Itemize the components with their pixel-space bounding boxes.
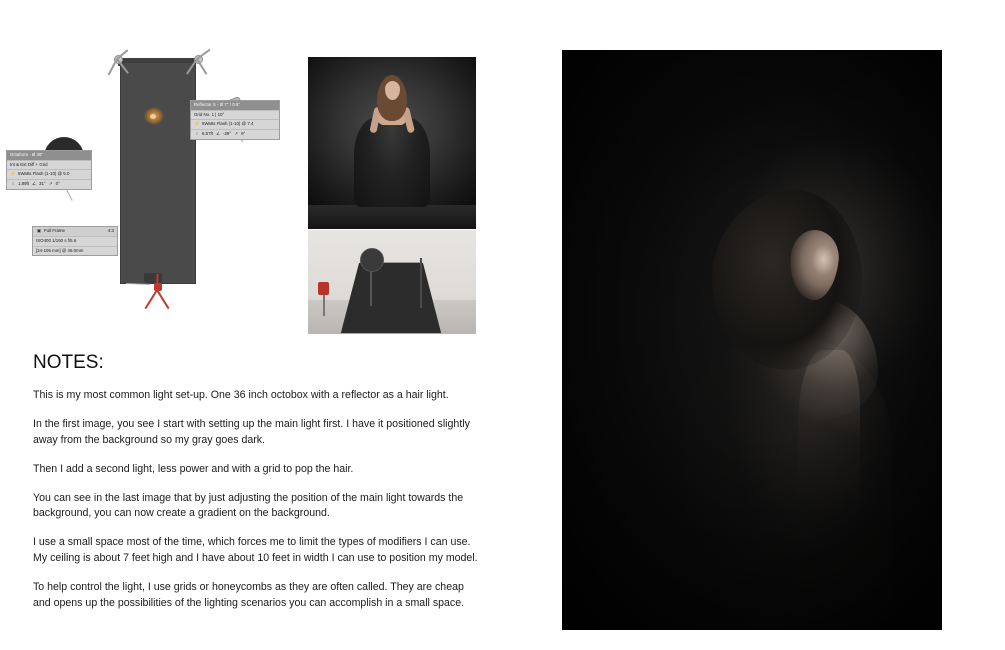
gray-backdrop [120,62,196,284]
note-paragraph: Then I add a second light, less power and with a grid to pop the hair. [33,462,354,475]
camera-lens-row [33,246,117,256]
tripod-leg-b [144,289,157,309]
camera-info-tag[interactable] [32,226,118,256]
note-paragraph: You can see in the last image that by just adjusting the position of the main light towards the background, you can now create a gradient on the background. [33,491,464,520]
reflector-tag-title: Reflector S - Ø 7" / 0.5" [191,101,279,110]
reflector-tag-row-power [191,119,279,129]
light-flare-core [150,114,156,119]
camera-tag-title-row [33,227,117,236]
octabox-diffusion-text: Int & Ext Diff + Grid [10,161,48,167]
reflector-angle-text: -29° [223,131,232,137]
camera-format-label: Full Frame [44,228,65,233]
hero-vignette [562,50,942,630]
reflector-info-tag[interactable] [190,100,280,140]
angle-icon: ∠ [32,181,36,187]
flash-icon: ⚡ [194,121,200,127]
octabox-tag-row-position [7,179,91,189]
tilt-icon: ↗ [48,181,53,187]
octabox-tilt-text: 0° [55,181,60,187]
portrait-thumbnail[interactable] [308,57,476,229]
reflector-tag-row-grid [191,110,279,120]
height-icon: ↕ [195,131,199,137]
studio-thumb-octabox-stand [370,268,372,306]
lighting-diagram [30,45,320,335]
portrait-thumb-floor [308,205,476,229]
reflector-height-text: 6.57ft [202,131,213,137]
studio-thumbnail[interactable] [308,230,476,334]
studio-thumb-reflector-stand [420,258,422,308]
portrait-thumb-dress [354,117,430,207]
octabox-tag-row-power [7,169,91,179]
camera-body [144,273,162,283]
octabox-tag-title: Octaform - Ø 36" [7,151,91,160]
studio-thumb-octabox [360,248,384,272]
note-paragraph: This is my most common light set-up. One 36 inch octobox with a reflector as a hair light. [33,389,449,401]
note-paragraph: In the first image, you see I start with setting up the main light first. I have it positioned slightly away from the background so my gray goes dark. [33,417,470,446]
reflector-grid-text: Grid No. 1 | 10° [194,111,225,117]
reflector-tilt-text: 9° [241,131,246,137]
studio-thumb-red-light [318,282,329,295]
tripod-leg-a [156,289,169,309]
note-paragraph: To help control the light, I use grids or honeycombs as they are often called. They are cheap and opens up the possibilities of the lighting scenarios you can accomplish in a small space. [33,581,465,610]
camera-lens-text: [24-105 mm] @ 46.0mm [36,247,84,253]
stand-leg-left-b [108,59,118,76]
note-paragraph: I use a small space most of the time, which forces me to limit the types of modifiers I can use. My ceiling is about 7 feet high and I have about 10 feet in width I can use to position my model. [33,536,478,565]
camera-exposure-text: ISO400 1/160 s f/5.6 [36,237,77,243]
octabox-angle-text: 31° [39,181,46,187]
reflector-tag-row-position [191,129,279,139]
camera-exposure-row [33,236,117,246]
page-title: NOTES: [33,352,104,373]
camera-aspect-ratio: 4:3 [107,228,114,233]
flash-icon: ⚡ [10,171,16,177]
camera-icon: ▣ [36,228,42,233]
studio-thumb-red-light-stand [323,294,325,316]
height-icon: ↕ [11,181,15,187]
tilt-icon: ↗ [234,131,238,137]
notes-section [33,352,483,625]
hero-portrait-photo[interactable] [562,50,942,630]
connector-camera [126,283,150,285]
octabox-height-text: 1.89ft [18,181,29,187]
reflector-power-text: 5Watts Flash (1-10) @ 7.4 [202,121,254,127]
octabox-power-text: 5Watts Flash (1-10) @ 5.0 [18,171,70,177]
angle-icon: ∠ [216,131,220,137]
octabox-tag-row-diffusion [7,160,91,170]
octabox-info-tag[interactable] [6,150,92,190]
